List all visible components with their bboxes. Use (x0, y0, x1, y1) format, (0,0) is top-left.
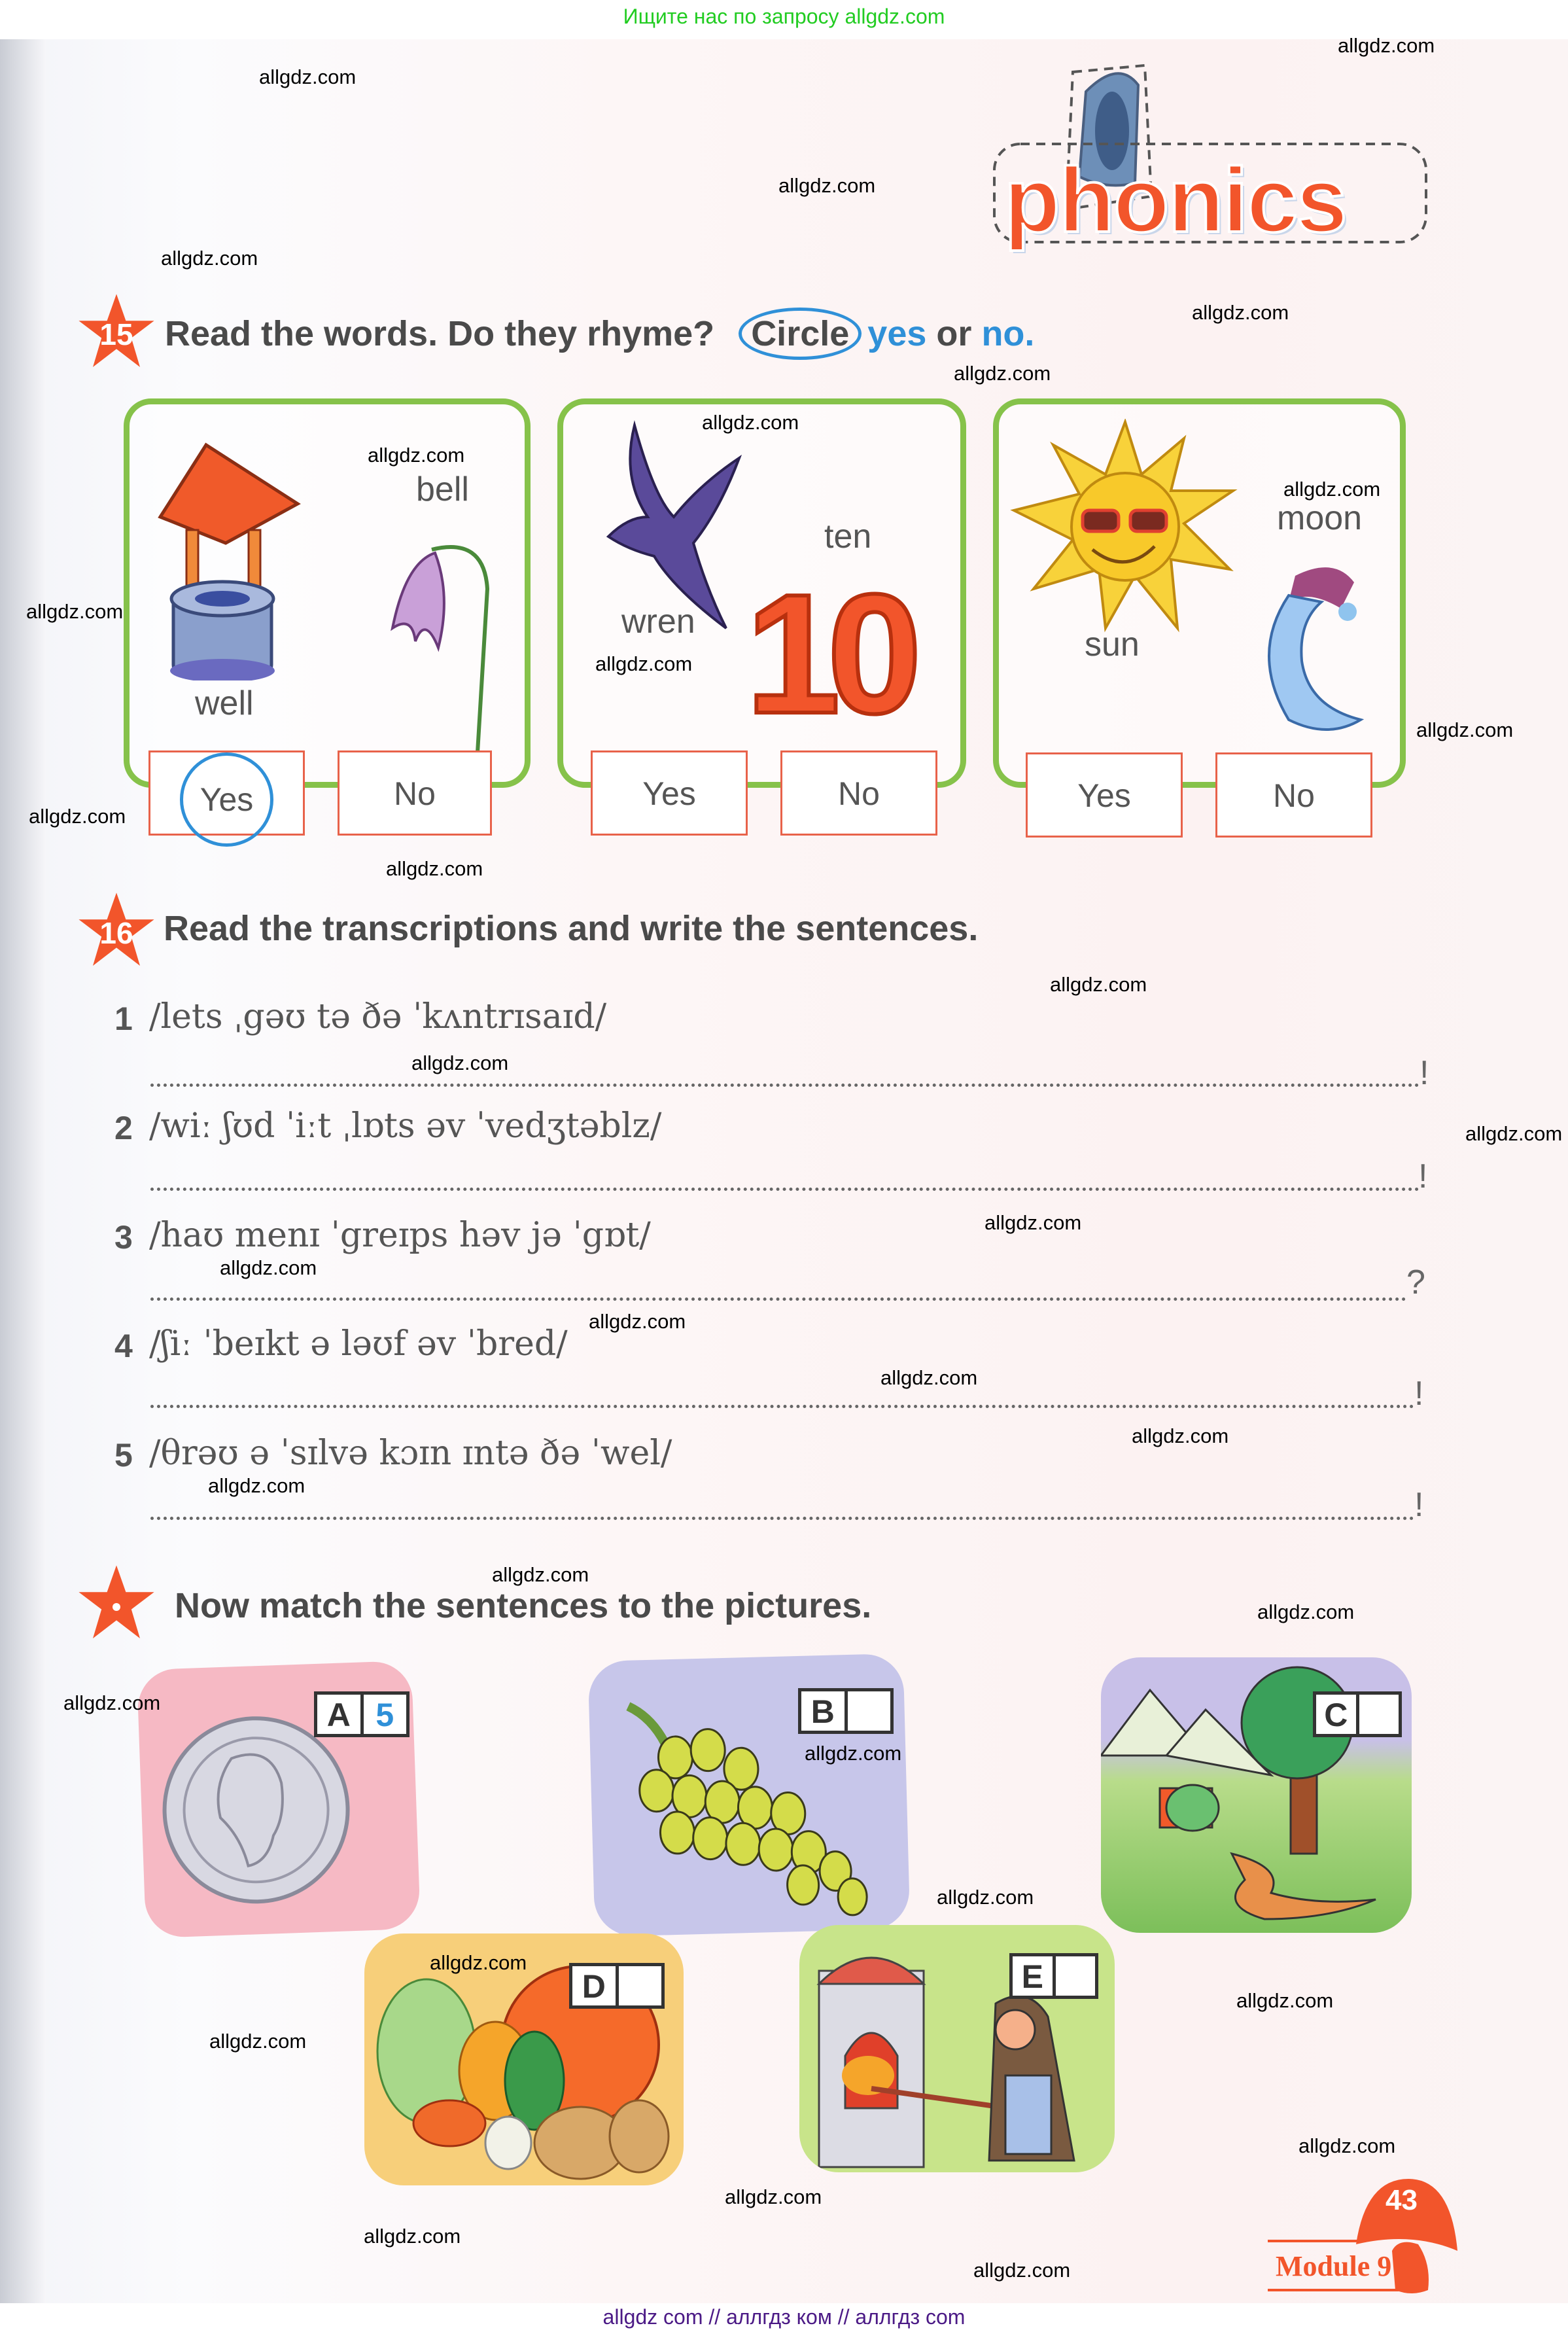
card2-yes-button[interactable] (591, 750, 748, 836)
picture-b-label (798, 1688, 894, 1734)
watermark: allgdz.com (1298, 2134, 1396, 2157)
item-5-transcription: /θrəʊ ə ˈsɪlvə kɔɪn ɪntə ðə ˈwel/ (149, 1434, 672, 1473)
word-wren: wren (621, 603, 695, 641)
picture-b-answer-field[interactable] (848, 1691, 891, 1731)
item-3-number: 3 (114, 1219, 133, 1256)
number-10-image: 10 (746, 559, 909, 749)
module-label: Module 9 (1276, 2250, 1392, 2282)
watermark: allgdz.com (1257, 1600, 1355, 1623)
word-well: well (195, 684, 254, 722)
yes-label: Yes (642, 775, 696, 812)
item-5-number: 5 (114, 1437, 133, 1474)
watermark: allgdz.com (220, 1256, 317, 1279)
picture-letter: B (801, 1691, 848, 1731)
watermark: allgdz.com (702, 411, 799, 434)
watermark: allgdz.com (1236, 1989, 1334, 2012)
selected-answer-circle: Yes (180, 752, 274, 847)
watermark: allgdz.com (63, 1691, 161, 1714)
word-bell: bell (416, 470, 469, 508)
item-1-transcription: /lets ˌgəʊ tə ðə ˈkʌntrɪsaɪd/ (149, 997, 607, 1036)
watermark: allgdz.com (589, 1310, 686, 1333)
exercise-15-star-badge (77, 292, 156, 371)
card3-no-button[interactable] (1215, 752, 1372, 838)
watermark: allgdz.com (26, 600, 124, 623)
picture-letter: A (317, 1695, 364, 1734)
picture-a-label (314, 1691, 409, 1737)
match-star-badge (77, 1564, 156, 1642)
bottom-banner[interactable]: allgdz com // аллгдз ком // аллгдз com (0, 2304, 1568, 2330)
page-number-badge (1268, 2166, 1477, 2310)
picture-letter: C (1316, 1695, 1359, 1734)
yes-label: Yes (1077, 777, 1131, 814)
item-1-number: 1 (114, 1000, 133, 1037)
item-1-answer-line[interactable] (150, 1084, 1420, 1087)
word-ten: ten (824, 518, 872, 556)
watermark: allgdz.com (430, 1951, 527, 1974)
item-1-end-punctuation: ! (1420, 1054, 1429, 1092)
watermark: allgdz.com (209, 2030, 307, 2053)
page-number: 43 (1385, 2184, 1418, 2216)
watermark: allgdz.com (973, 2259, 1071, 2282)
sleeping-moon-image (1249, 556, 1367, 739)
exercise-16-instruction: Read the transcriptions and write the sentences. (164, 909, 979, 948)
exercise-15-instruction (165, 308, 1034, 360)
item-4-end-punctuation: ! (1414, 1375, 1424, 1413)
picture-e-answer-field[interactable] (1056, 1956, 1096, 1996)
word-sun: sun (1085, 626, 1140, 663)
item-5-answer-line[interactable] (150, 1517, 1414, 1520)
watermark: allgdz.com (364, 2225, 461, 2248)
instruction-text: Read the words. Do they rhyme? (165, 314, 715, 353)
card1-no-button[interactable] (338, 750, 492, 836)
watermark: allgdz.com (937, 1886, 1034, 1909)
watermark: allgdz.com (984, 1211, 1082, 1234)
item-2-answer-line[interactable] (150, 1188, 1420, 1191)
watermark: allgdz.com (778, 174, 876, 197)
match-instruction: Now match the sentences to the pictures. (175, 1586, 872, 1625)
watermark: allgdz.com (29, 805, 126, 828)
item-4-answer-line[interactable] (150, 1405, 1414, 1408)
watermark: allgdz.com (1132, 1424, 1229, 1447)
word-moon: moon (1277, 499, 1363, 537)
exercise-number: 15 (99, 317, 133, 351)
item-2-number: 2 (114, 1110, 133, 1146)
watermark: allgdz.com (595, 652, 693, 675)
item-4-number: 4 (114, 1328, 133, 1364)
watermark: allgdz.com (492, 1563, 589, 1586)
watermark: allgdz.com (1192, 301, 1289, 324)
no-label: No (394, 775, 436, 812)
picture-c-answer-field[interactable] (1359, 1695, 1399, 1734)
picture-c-label (1313, 1691, 1402, 1737)
card3-yes-button[interactable] (1026, 752, 1183, 838)
item-5-end-punctuation: ! (1414, 1486, 1424, 1524)
circled-word: Circle (739, 308, 862, 360)
item-3-transcription: /haʊ menɪ ˈgreɪps həv jə ˈgɒt/ (149, 1216, 651, 1255)
item-3-end-punctuation: ? (1406, 1263, 1425, 1301)
watermark: allgdz.com (725, 2185, 822, 2208)
watermark: allgdz.com (1283, 478, 1381, 501)
watermark: allgdz.com (1338, 34, 1435, 57)
card1-yes-button[interactable] (148, 750, 305, 836)
picture-a-answer-field[interactable]: 5 (375, 1697, 394, 1733)
no-label: No (838, 775, 880, 812)
instruction-or: or (936, 314, 972, 353)
picture-letter: E (1013, 1956, 1056, 1996)
mushroom-icon (1268, 2166, 1477, 2310)
bluebell-flower-image (379, 537, 504, 752)
watermark: allgdz.com (954, 362, 1051, 385)
watermark: allgdz.com (1465, 1122, 1563, 1145)
instruction-no: no. (981, 314, 1035, 353)
page-spine-shadow (0, 39, 46, 2303)
watermark: allgdz.com (1050, 973, 1147, 996)
watermark: allgdz.com (368, 444, 465, 467)
item-2-end-punctuation: ! (1418, 1157, 1428, 1195)
picture-d-label (569, 1963, 665, 2009)
wishing-well-image (147, 432, 311, 680)
item-2-transcription: /wiː ʃʊd ˈiːt ˌlɒts əv ˈvedʒtəblz/ (149, 1106, 662, 1146)
top-banner[interactable]: Ищите нас по запросу allgdz.com (0, 0, 1568, 39)
card2-no-button[interactable] (780, 750, 937, 836)
watermark: allgdz.com (208, 1474, 305, 1497)
watermark: allgdz.com (880, 1366, 978, 1389)
exercise-number: 16 (99, 916, 133, 950)
watermark: allgdz.com (805, 1742, 902, 1765)
watermark: allgdz.com (411, 1051, 509, 1074)
picture-letter: D (572, 1966, 619, 2005)
picture-e-label (1009, 1953, 1098, 1999)
no-label: No (1273, 777, 1315, 814)
star-icon (77, 1564, 156, 1642)
item-3-answer-line[interactable] (150, 1297, 1406, 1301)
picture-d-answer-field[interactable] (619, 1966, 662, 2005)
watermark: allgdz.com (259, 65, 357, 88)
sun-image (1007, 419, 1243, 635)
workbook-page (0, 39, 1568, 2303)
item-4-transcription: /ʃiː ˈbeɪkt ə ləʊf əv ˈbred/ (149, 1324, 568, 1364)
instruction-yes: yes (867, 314, 927, 353)
watermark: allgdz.com (386, 857, 483, 880)
exercise-16-star-badge (77, 891, 156, 970)
watermark: allgdz.com (1416, 718, 1514, 741)
phonics-logo (988, 46, 1433, 249)
phonics-title: phonics (1004, 149, 1346, 251)
watermark: allgdz.com (161, 247, 258, 270)
